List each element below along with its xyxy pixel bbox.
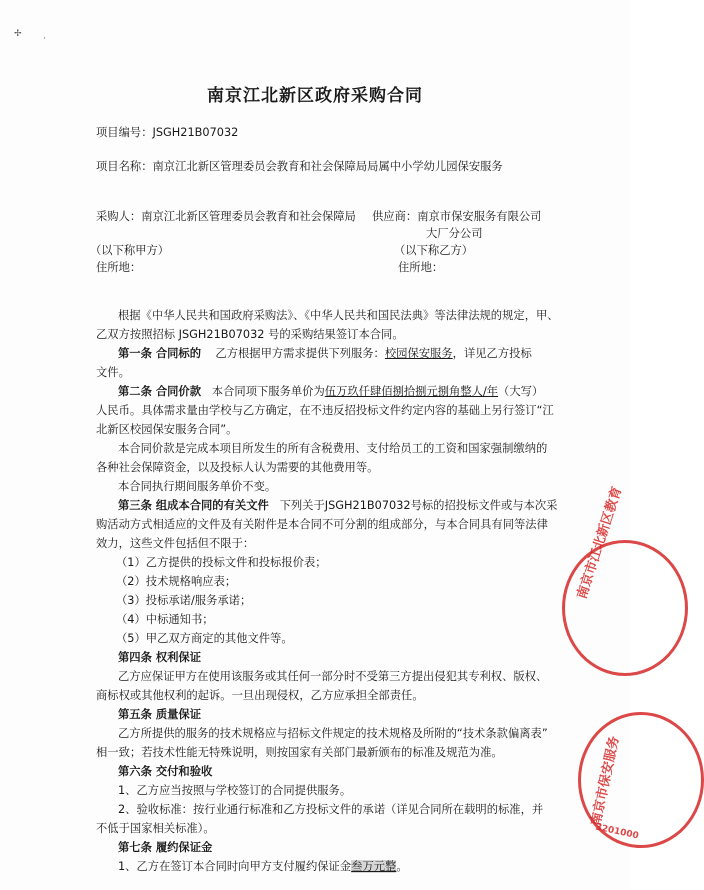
supplier-address-label: 住所地： bbox=[398, 261, 444, 274]
article2-para3: 本合同执行期间服务单价不变。 bbox=[118, 480, 277, 493]
article4-line2: 商标权或其他权利的起诉。一旦出现侵权，乙方应承担全部责任。 bbox=[96, 689, 424, 702]
article2 bbox=[118, 385, 543, 399]
supplier-name-line1: 南京市保安服务有限公司 bbox=[417, 210, 542, 223]
article2-para2-line1: 本合同价款是完成本项目所发生的所有含税费用、支付给员工的工资和国家强制缴纳的 bbox=[118, 442, 548, 455]
project-name bbox=[96, 160, 503, 174]
article6-item1: 1、乙方应当按照与学校签订的合同提供服务。 bbox=[118, 784, 352, 797]
project-name-value: 南京江北新区管理委员会教育和社会保障局局属中小学幼儿园保安服务 bbox=[152, 160, 503, 173]
article2-line3: 北新区校园保安服务合同”。 bbox=[96, 423, 238, 436]
article2-line2: 人民币。具体需求量由学校与乙方确定，在不违反招投标文件约定内容的基础上另行签订“江 bbox=[96, 404, 554, 417]
article3-heading: 第三条 组成本合同的有关文件 bbox=[118, 499, 269, 512]
preamble-line1: 根据《中华人民共和国政府采购法》、《中华人民共和国民法典》等法律法规的规定，甲、 bbox=[118, 309, 559, 322]
article7-text-b: 。 bbox=[396, 860, 408, 873]
article2-para2-line2: 各种社会保障资金，以及投标人认为需要的其他费用等。 bbox=[96, 461, 379, 474]
article1-service: 校园保安服务 bbox=[384, 347, 453, 360]
supplier-label: 供应商： bbox=[372, 210, 418, 223]
article2-text-a: 本合同项下服务单价为 bbox=[211, 385, 325, 398]
article3 bbox=[118, 499, 557, 513]
preamble-line2: 乙双方按照招标 JSGH21B07032 号的采购结果签订本合同。 bbox=[96, 328, 404, 341]
article1 bbox=[118, 347, 532, 361]
article1-line2: 文件。 bbox=[96, 366, 130, 379]
buyer-alias: （以下称甲方） bbox=[90, 244, 170, 257]
corner-dot: · bbox=[43, 34, 46, 44]
seal-top-text: 南京市江北新区教育 bbox=[574, 484, 626, 601]
article3-line2: 购活动方式相适应的文件及有关附件是本合同不可分割的组成部分，与本合同具有同等法律 bbox=[96, 518, 548, 531]
article1-heading: 第一条 合同标的 bbox=[118, 347, 202, 360]
article4-line1: 乙方应保证甲方在使用该服务或其任何一部分时不受第三方提出侵犯其专利权、版权、 bbox=[118, 670, 548, 683]
buyer-label: 采购人： bbox=[96, 210, 142, 223]
supplier-alias: （以下称乙方） bbox=[394, 244, 474, 257]
article7-line1 bbox=[118, 860, 408, 874]
article3-text-a: 下列关于JSGH21B07032号标的招投标文件或与本次采 bbox=[279, 499, 558, 512]
article4-heading: 第四条 权利保证 bbox=[118, 651, 202, 664]
buyer bbox=[96, 210, 356, 224]
article7-text-a: 1、乙方在签订本合同时向甲方支付履约保证金 bbox=[118, 860, 352, 873]
article2-price: 伍万玖仟肆佰捌拾捌元捌角整人/年 bbox=[324, 385, 499, 398]
project-no-label: 项目编号： bbox=[96, 126, 153, 139]
official-seal-top bbox=[562, 484, 688, 676]
project-name-label: 项目名称： bbox=[96, 160, 153, 173]
article5-line1: 乙方所提供的服务的技术规格应与招标文件规定的技术规格及所附的“技术条款偏离表” bbox=[118, 727, 548, 740]
article2-heading: 第二条 合同价款 bbox=[118, 385, 202, 398]
buyer-name: 南京江北新区管理委员会教育和社会保障局 bbox=[141, 210, 356, 223]
article6-item2-line2: 不低于国家相关标准）。 bbox=[96, 822, 215, 835]
page-title: 南京江北新区政府采购合同 bbox=[207, 86, 423, 106]
article3-line3: 效力，这些文件包括但不限于： bbox=[96, 537, 255, 550]
article6-item2-line1: 2、验收标准：按行业通行标准和乙方投标文件的承诺（详见合同所在载明的标准，并 bbox=[118, 803, 544, 816]
article3-item-3: （3）投标承诺/服务承诺； bbox=[116, 594, 252, 607]
article3-item-5: （5）甲乙双方商定的其他文件等。 bbox=[116, 632, 293, 645]
buyer-address-label: 住所地： bbox=[96, 261, 142, 274]
article2-text-b: （大写） bbox=[498, 385, 544, 398]
seal-bottom-text: 南京市保安服务 bbox=[588, 734, 623, 827]
corner-mark: ✢ bbox=[14, 29, 22, 39]
article6-heading: 第六条 交付和验收 bbox=[118, 765, 213, 778]
article5-line2: 相一致；若技术性能无特殊说明，则按国家有关部门最新颁布的标准及规范为准。 bbox=[96, 746, 503, 759]
seal-bottom-code: 3201000 bbox=[594, 822, 640, 842]
article3-item-1: （1）乙方提供的投标文件和投标报价表； bbox=[116, 556, 327, 569]
article3-item-2: （2）技术规格响应表； bbox=[116, 575, 237, 588]
article3-item-4: （4）中标通知书； bbox=[116, 613, 214, 626]
article1-text-a: 乙方根据甲方需求提供下列服务： bbox=[215, 347, 385, 360]
article5-heading: 第五条 质量保证 bbox=[118, 708, 202, 721]
project-no-value: JSGH21B07032 bbox=[152, 126, 239, 139]
supplier bbox=[372, 210, 541, 224]
article7-heading: 第七条 履约保证金 bbox=[118, 841, 213, 854]
supplier-name-line2: 大厂分公司 bbox=[426, 227, 483, 240]
article1-text-b: ，详见乙方投标 bbox=[452, 347, 532, 360]
official-seal-bottom bbox=[578, 712, 704, 848]
project-no bbox=[96, 126, 238, 140]
article7-amount: 叁万元整 bbox=[351, 860, 397, 873]
